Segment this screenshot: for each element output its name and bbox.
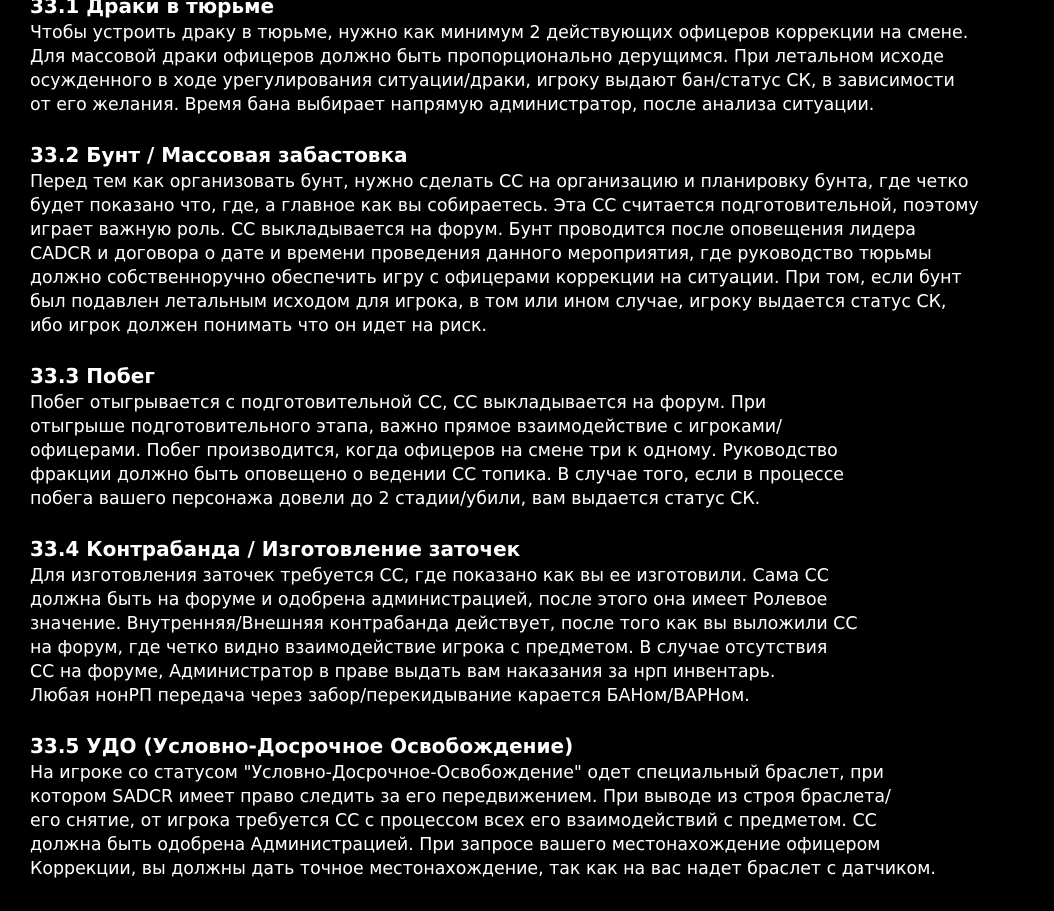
section-title: 33.1 Драки в тюрьме	[30, 0, 275, 18]
section-parole	[30, 731, 1050, 881]
paragraph-line: отыгрыше подготовительного этапа, важно прямое взаимодействие с игроками/	[30, 417, 782, 437]
paragraph-line: должна быть на форуме и одобрена администрацией, после этого она имеет Ролевое	[30, 590, 828, 610]
section-riot	[30, 140, 1050, 338]
paragraph-line: от его желания. Время бана выбирает напрямую администратор, после анализа ситуации.	[30, 95, 875, 115]
section-prison-fights	[30, 0, 1050, 117]
paragraph-line: значение. Внутренняя/Внешняя контрабанда действует, после того как вы выложили СС	[30, 614, 858, 634]
paragraph-line: котором SADCR имеет право следить за его передвижением. При выводе из строя браслета/	[30, 787, 891, 807]
paragraph-line: фракции должно быть оповещено о ведении СС топика. В случае того, если в процессе	[30, 465, 844, 485]
paragraph-line: офицерами. Побег производится, когда офицеров на смене три к одному. Руководство	[30, 441, 838, 461]
paragraph-line: будет показано что, где, а главное как вы собираетесь. Эта СС считается подготовительной, поэтому	[30, 196, 979, 216]
paragraph-line: Любая нонРП передача через забор/перекидывание карается БАНом/ВАРНом.	[30, 686, 750, 706]
rules-document	[30, 0, 1050, 904]
paragraph-line: осужденного в ходе урегулирования ситуации/драки, игроку выдают бан/статус СК, в зависимости	[30, 71, 955, 91]
paragraph-line: Чтобы устроить драку в тюрьме, нужно как минимум 2 действующих офицеров коррекции на смене.	[30, 23, 969, 43]
paragraph-line: СС на форуме, Администратор в праве выдать вам наказания за нрп инвентарь.	[30, 662, 776, 682]
section-contraband	[30, 534, 1050, 708]
paragraph-line: ибо игрок должен понимать что он идет на риск.	[30, 316, 488, 336]
paragraph-line: был подавлен летальным исходом для игрока, в том или ином случае, игроку выдается статус СК,	[30, 292, 947, 312]
paragraph-line: Перед тем как организовать бунт, нужно сделать СС на организацию и планировку бунта, где четко	[30, 172, 969, 192]
section-title: 33.3 Побег	[30, 364, 155, 388]
section-escape	[30, 361, 1050, 511]
paragraph-line: Коррекции, вы должны дать точное местонахождение, так как на вас надет браслет с датчиком.	[30, 859, 936, 879]
paragraph-line: играет важную роль. СС выкладывается на форум. Бунт проводится после оповещения лидера	[30, 220, 916, 240]
paragraph-line: побега вашего персонажа довели до 2 стадии/убили, вам выдается статус СК.	[30, 489, 761, 509]
paragraph-line: Для массовой драки офицеров должно быть пропорционально дерущимся. При летальном исходе	[30, 47, 944, 67]
paragraph-line: должно собственноручно обеспечить игру с офицерами коррекции на ситуации. При том, если бунт	[30, 268, 962, 288]
paragraph-line: Для изготовления заточек требуется СС, где показано как вы ее изготовили. Сама СС	[30, 566, 829, 586]
paragraph-line: должна быть одобрена Администрацией. При запросе вашего местонахождение офицером	[30, 835, 881, 855]
section-title: 33.5 УДО (Условно-Досрочное Освобождение)	[30, 734, 574, 758]
paragraph-line: Побег отыгрывается с подготовительной СС, СС выкладывается на форум. При	[30, 393, 767, 413]
paragraph-line: CADCR и договора о дате и времени проведения данного мероприятия, где руководство тюрьмы	[30, 244, 932, 264]
section-title: 33.2 Бунт / Массовая забастовка	[30, 143, 408, 167]
paragraph-line: его снятие, от игрока требуется СС с процессом всех его взаимодействий с предметом. СС	[30, 811, 877, 831]
paragraph-line: на форум, где четко видно взаимодействие игрока с предметом. В случае отсутствия	[30, 638, 828, 658]
section-title: 33.4 Контрабанда / Изготовление заточек	[30, 537, 521, 561]
paragraph-line: На игроке со статусом "Условно-Досрочное-Освобождение" одет специальный браслет, при	[30, 763, 884, 783]
